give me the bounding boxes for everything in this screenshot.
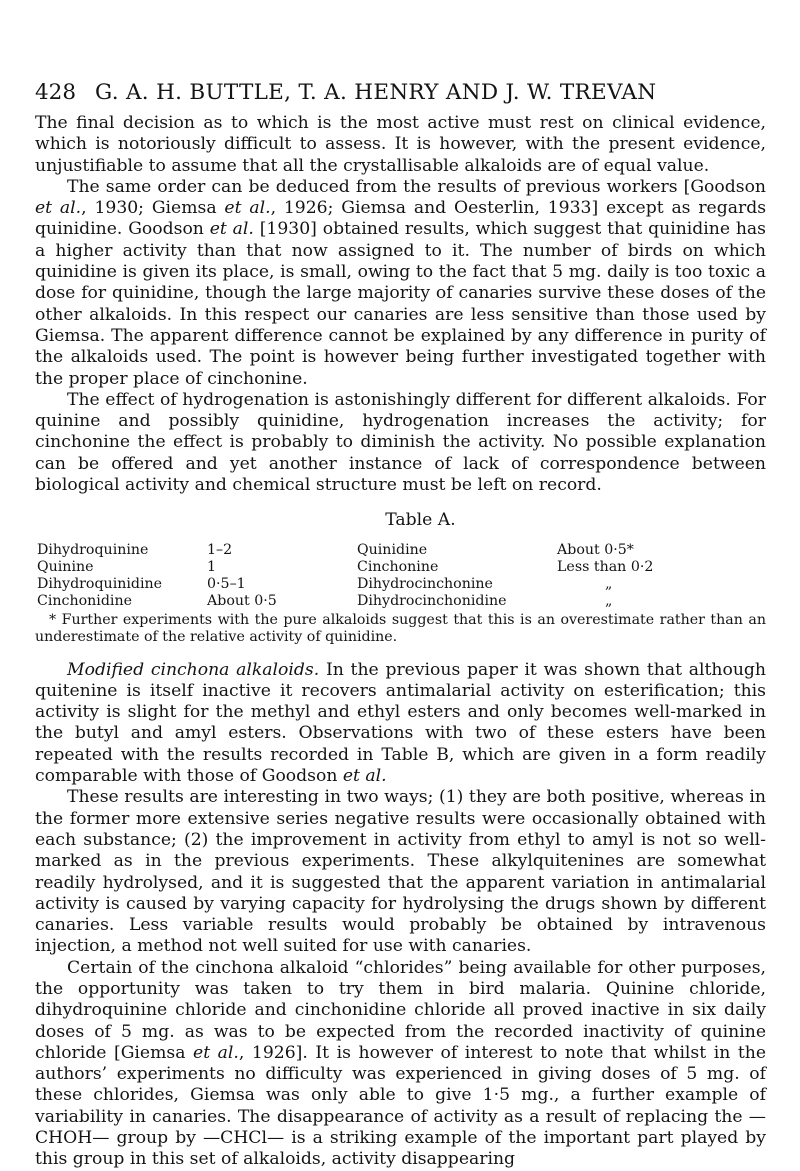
italic-run: et al. <box>35 198 82 219</box>
table-cell: Less than 0·2 <box>557 559 654 576</box>
table-cell: Quinine <box>37 559 94 576</box>
table-cell: 1 <box>207 559 217 576</box>
table-cell: Dihydroquinine <box>37 542 149 559</box>
paragraph-1: The final decision as to which is the most active must rest on clinical evidence, which is notoriously difficult to assess. It is however, with the present evidence, unjustifiable to assume that all the crystallisable alkaloids are of equal value. <box>35 113 766 176</box>
text-run: The same order can be deduced from the results of previous workers [Goodson <box>67 176 766 197</box>
running-title: G. A. H. BUTTLE, T. A. HENRY AND J. W. TREVAN <box>95 80 657 105</box>
paragraph-5: These results are interesting in two ways; (1) they are both positive, whereas in the former more extensive series negative results were occasionally obtained with each substance; (2) the improvement in activity from ethyl to amyl is not so well-marked as in the previous experiments. These alkylquitenines are somewhat readily hydrolysed, and it is suggested that the apparent variation in antimalarial activity is caused by varying capacity for hydrolysing the drugs shown by different canaries. Less variable results would probably be obtained by intravenous injection, a method not well suited for use with canaries. <box>35 787 766 957</box>
table-a <box>37 542 766 609</box>
table-cell: Dihydroquinidine <box>37 575 163 592</box>
paragraph-4 <box>35 660 766 788</box>
text-run: , 1926]. It is however of interest to note that whilst in the authors’ experiments no difficulty was experienced in giving doses of 5 mg. of these chlorides, Giemsa was only able to give 1·5 mg., a further example of variability in canaries. The disappearance of activity as a result of replacing the —CHOH— group by —CHCl— is a striking example of the important part played by this group in this set of alkaloids, activity disappearing <box>35 1042 767 1170</box>
italic-run: et al. <box>209 219 254 240</box>
table-cell: About 0·5* <box>557 542 634 559</box>
table-cell-ditto: „ <box>605 592 613 609</box>
table-cell: About 0·5 <box>207 592 277 609</box>
paragraph-2 <box>35 177 766 390</box>
table-cell: Dihydrocinchonine <box>357 575 493 592</box>
text-run: , 1926; Giemsa and Oesterlin, 1933] except as regards quinidine. Goodson <box>35 198 767 240</box>
table-cell: 0·5–1 <box>207 575 246 592</box>
text-run: Certain of the cinchona alkaloid “chlorides” being available for other purposes, the opportunity was taken to try them in bird malaria. Quinine chloride, dihydroquinine chloride and cinchonidine chloride all proved inactive in six daily doses of 5 mg. as was to be expected from the recorded inactivity of quinine chloride [Giemsa <box>35 957 766 1063</box>
table-cell: Cinchonidine <box>37 592 132 609</box>
italic-run: et al. <box>224 198 271 219</box>
italic-run: et al. <box>342 766 387 787</box>
table-a-footnote: * Further experiments with the pure alkaloids suggest that this is an overestimate rather than an underestimate of the relative activity of quinidine. <box>35 611 766 645</box>
table-cell: Quinidine <box>357 542 428 559</box>
paragraph-6 <box>35 958 766 1171</box>
table-cell: 1–2 <box>207 542 233 559</box>
text-run: In the previous paper it was shown that although quitenine is itself inactive it recovers antimalarial activity on esterification; this activity is slight for the methyl and ethyl esters and only becomes well-marked in the butyl and amyl esters. Observations with two of these esters have been repeated with the results recorded in Table B, which are given in a form readily comparable with those of Goodson <box>35 659 766 787</box>
page-header <box>35 80 770 110</box>
paragraph-3: The effect of hydrogenation is astonishingly different for different alkaloids. For quinine and possibly quinidine, hydrogenation increases the activity; for cinchonine the effect is probably to diminish the activity. No possible explanation can be offered and yet another instance of lack of correspondence between biological activity and chemical structure must be left on record. <box>35 389 766 496</box>
table-a-caption: Table A. <box>385 510 456 531</box>
table-cell: Dihydrocinchonidine <box>357 592 507 609</box>
page-body <box>35 113 766 1171</box>
section-heading: Modified cinchona alkaloids. <box>67 659 320 680</box>
table-cell-ditto: „ <box>605 575 613 592</box>
page-number: 428 <box>35 80 77 105</box>
text-run: , 1930; Giemsa <box>81 198 225 219</box>
text-run: [1930] obtained results, which suggest that quinidine has a higher activity than that now assigned to it. The number of birds on which quinidine is given its place, is small, owing to the fact that 5 mg. daily is too toxic a dose for quinidine, though the large majority of canaries survive these doses of the other alkaloids. In this respect our canaries are less sensitive than those used by Giemsa. The apparent difference cannot be explained by any difference in purity of the alkaloids used. The point is however being further investigated together with the proper place of cinchonine. <box>35 219 767 389</box>
table-cell: Cinchonine <box>357 559 439 576</box>
italic-run: et al. <box>193 1042 239 1063</box>
